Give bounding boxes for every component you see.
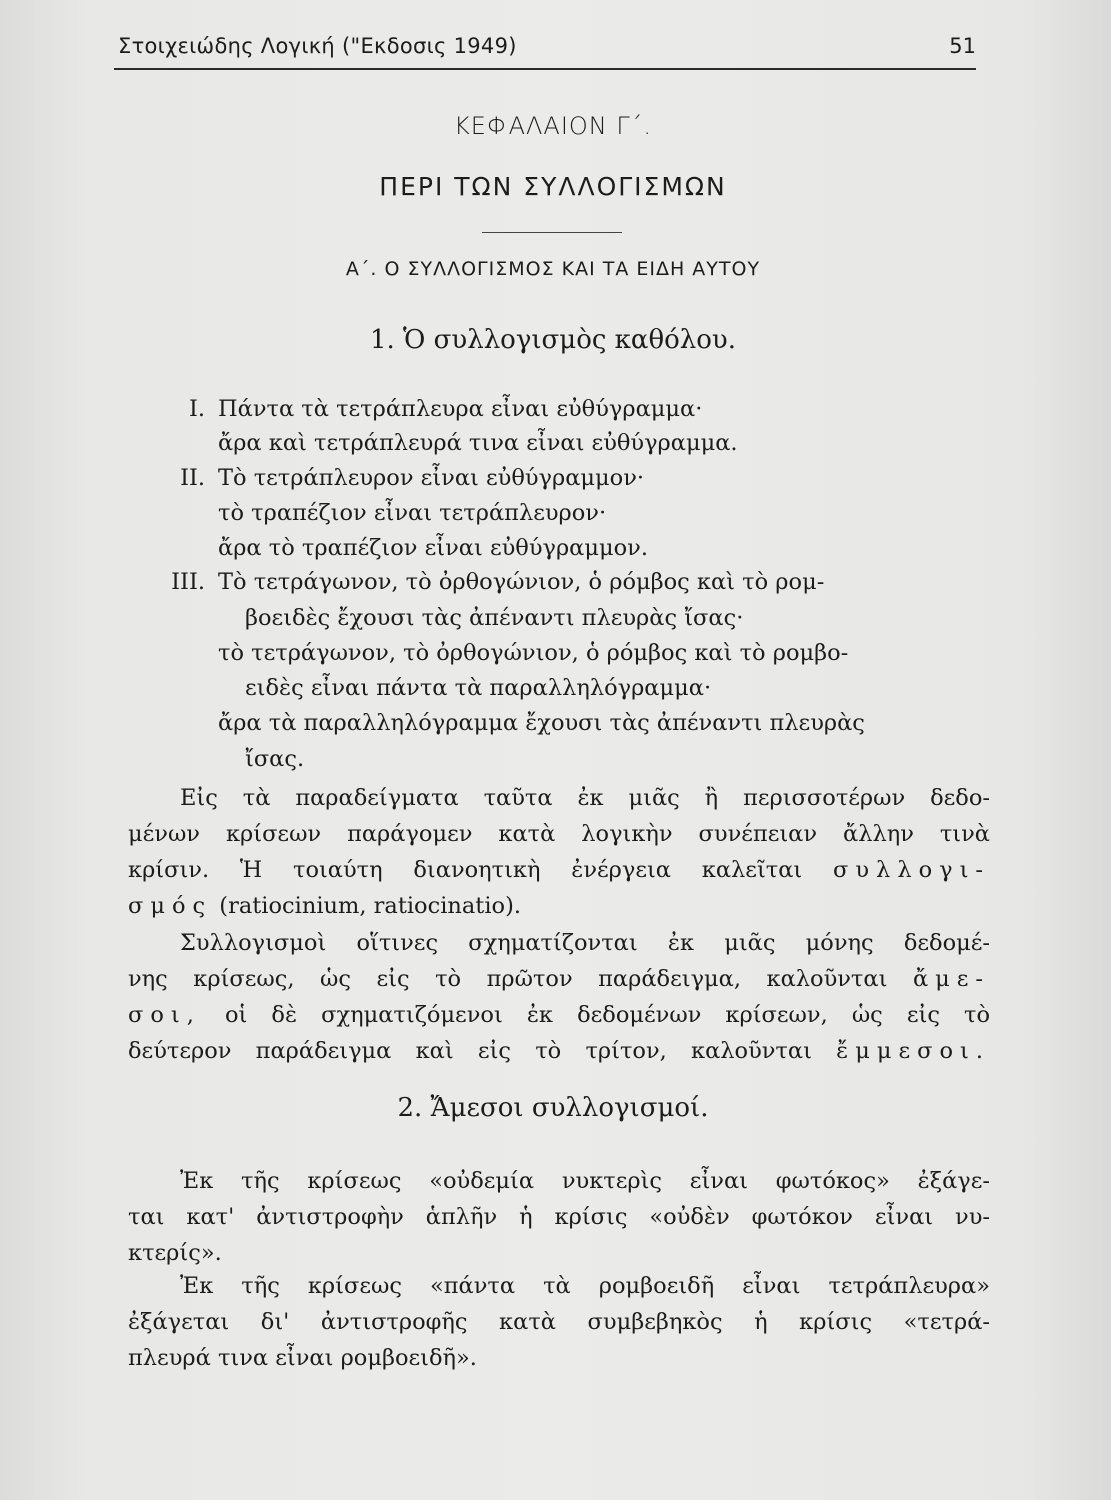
example-number: III. <box>171 569 205 595</box>
paragraph-line: πλευρά τινα εἶναι ρομβοειδῆ». <box>128 1345 477 1371</box>
example-line: ἴσας. <box>245 746 305 772</box>
example-number: I. <box>188 396 205 422</box>
section-heading: Α΄. Ο ΣΥΛΛΟΓΙΣΜΟΣ ΚΑΙ ΤΑ ΕΙΔΗ ΑΥΤΟΥ <box>345 258 761 280</box>
page-number: 51 <box>949 34 976 58</box>
paragraph-line <box>128 852 990 888</box>
chapter-title: ΠΕΡΙ ΤΩΝ ΣΥΛΛΟΓΙΣΜΩΝ <box>379 172 727 201</box>
paragraph-syllogism-definition <box>128 780 990 924</box>
paragraph-line: μένων κρίσεων παράγομεν κατὰ λογικὴν συνέπειαν ἄλλην τινὰ <box>128 821 990 847</box>
subsection-heading-2: 2. Ἄμεσοι συλλογισμοί. <box>397 1093 709 1123</box>
text-span: οἱ δὲ σχηματιζόμενοι ἐκ δεδομένων κρίσεων, ὡς εἰς τὸ <box>224 1002 991 1028</box>
example-line: ἄρα καὶ τετράπλευρά τινα εἶναι εὐθύγραμμα. <box>218 430 738 456</box>
paragraph-line <box>128 888 990 924</box>
running-title: Στοιχειώδης Λογική ("Εκδοσις 1949) <box>118 34 517 58</box>
emphasized-term: συλλογι- <box>833 857 990 883</box>
text-span: νης κρίσεως, ὡς εἰς τὸ πρῶτον παράδειγμα, καλοῦνται <box>128 966 888 992</box>
example-line: ἄρα τὸ τραπέζιον εἶναι εὐθύγραμμον. <box>218 535 648 561</box>
paragraph-line: ἐξάγεται δι' ἀντιστροφῆς κατὰ συμβεβηκὸς ἡ κρίσις «τετρά- <box>128 1309 990 1335</box>
header-rule <box>114 68 976 70</box>
paragraph-line <box>128 961 990 997</box>
chapter-label: ΚΕΦΑΛΑΙΟΝ Γ΄. <box>454 112 652 140</box>
example-line: ἄρα τὰ παραλληλόγραμμα ἔχουσι τὰς ἀπέναντι πλευρὰς <box>218 710 865 736</box>
example-line: Τὸ τετράπλευρον εἶναι εὐθύγραμμον· <box>218 465 645 491</box>
example-line: τὸ τετράγωνον, τὸ ὀρθογώνιον, ὁ ρόμβος καὶ τὸ ρομβο- <box>218 640 849 666</box>
paragraph-line: Συλλογισμοὶ οἵτινες σχηματίζονται ἐκ μιᾶς μόνης δεδομέ- <box>180 930 990 956</box>
paragraph-simple-conversion <box>128 1163 990 1271</box>
emphasized-term: ἔμμεσοι. <box>836 1038 991 1064</box>
paragraph-immediate-mediate <box>128 925 990 1069</box>
subsection-heading-1: 1. Ὁ συλλογισμὸς καθόλου. <box>369 325 737 355</box>
paragraph-line <box>128 1033 990 1069</box>
example-line: βοειδὲς ἔχουσι τὰς ἀπέναντι πλευρὰς ἴσας· <box>245 605 744 631</box>
paragraph-line: Ἐκ τῆς κρίσεως «οὐδεμία νυκτερὶς εἶναι φωτόκος» ἐξάγε- <box>180 1168 990 1194</box>
paragraph-line: κτερίς». <box>128 1240 222 1266</box>
paragraph-accidental-conversion <box>128 1268 990 1376</box>
example-number: II. <box>180 465 205 491</box>
example-line: τὸ τραπέζιον εἶναι τετράπλευρον· <box>218 500 607 526</box>
paragraph-line: ται κατ' ἀντιστροφὴν ἁπλῆν ἡ κρίσις «οὐδὲν φωτόκον εἶναι νυ- <box>128 1204 990 1230</box>
text-span: δεύτερον παράδειγμα καὶ εἰς τὸ τρίτον, καλοῦνται <box>128 1038 812 1064</box>
emphasized-term: σμός <box>128 893 213 919</box>
paragraph-line <box>128 997 990 1033</box>
text-span: κρίσιν. Ἡ τοιαύτη διανοητικὴ ἐνέργεια καλεῖται <box>128 857 803 883</box>
text-span: (ratiocinium, ratiocinatio). <box>219 893 522 919</box>
example-line: ειδὲς εἶναι πάντα τὰ παραλληλόγραμμα· <box>245 675 712 701</box>
paragraph-line: Ἐκ τῆς κρίσεως «πάντα τὰ ρομβοειδῆ εἶναι τετράπλευρα» <box>180 1273 990 1299</box>
emphasized-term: σοι, <box>128 1002 201 1028</box>
example-line: Πάντα τὰ τετράπλευρα εἶναι εὐθύγραμμα· <box>218 396 703 422</box>
paragraph-line: Εἰς τὰ παραδείγματα ταῦτα ἐκ μιᾶς ἢ περισσοτέρων δεδο- <box>180 785 990 811</box>
emphasized-term: ἄμε- <box>912 966 991 992</box>
title-divider <box>482 232 622 233</box>
example-line: Τὸ τετράγωνον, τὸ ὀρθογώνιον, ὁ ρόμβος καὶ τὸ ρομ- <box>218 569 825 595</box>
